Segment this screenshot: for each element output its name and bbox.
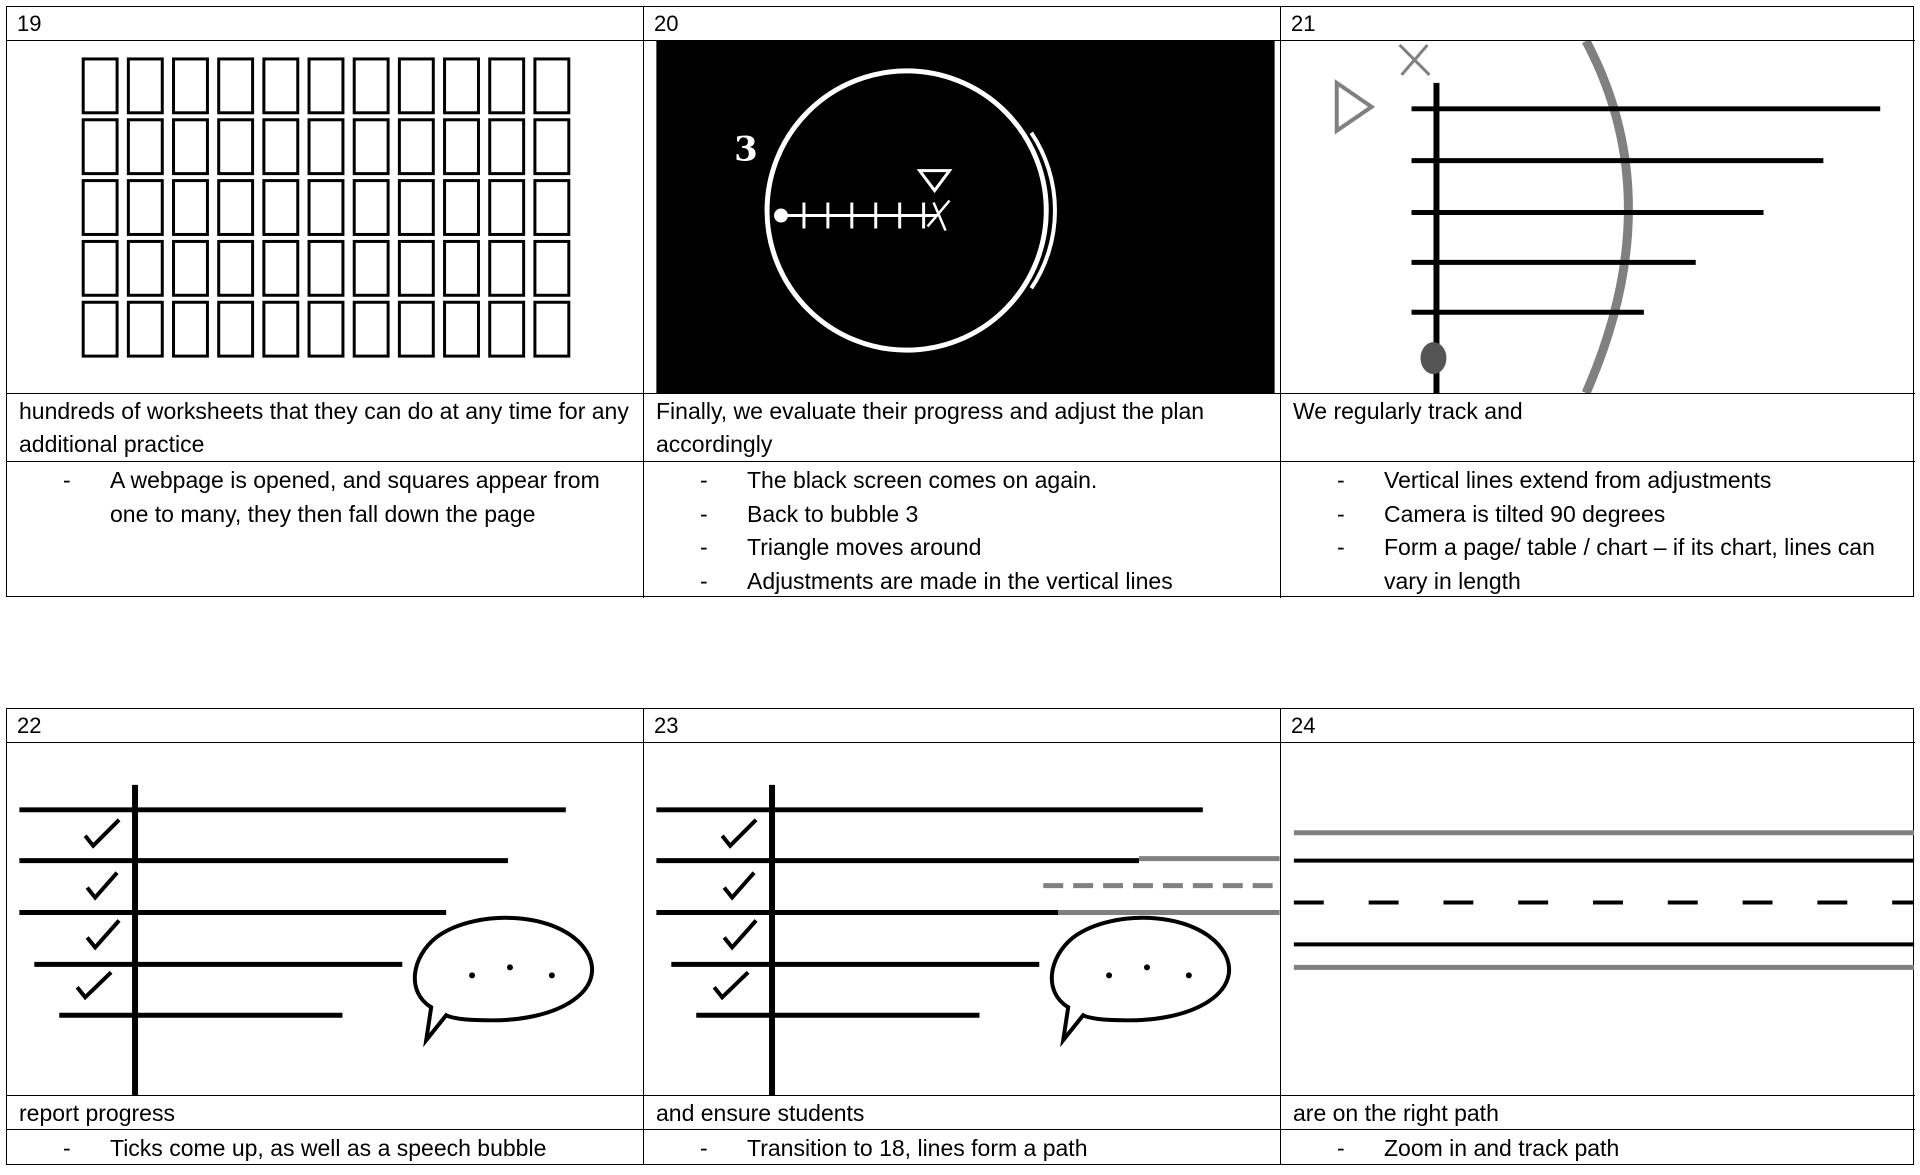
worksheet-square — [264, 302, 298, 356]
note-item: - A webpage is opened, and squares appear from one to many, they then fall down the page — [7, 464, 633, 531]
note-item: - Zoom in and track path — [1281, 1132, 1905, 1164]
panel-caption: report progress — [7, 1096, 644, 1130]
worksheet-square — [128, 120, 162, 174]
worksheet-square — [445, 302, 479, 356]
worksheet-square — [354, 241, 388, 295]
axis-dot — [1421, 342, 1447, 374]
panel-number: 23 — [644, 709, 1281, 743]
worksheet-square — [490, 120, 524, 174]
panel-number: 21 — [1281, 7, 1915, 41]
worksheet-square — [174, 241, 208, 295]
cross-icon — [1400, 45, 1430, 75]
worksheet-square — [83, 120, 117, 174]
worksheet-square — [128, 59, 162, 113]
note-item: - Triangle moves around — [644, 531, 1270, 565]
worksheet-square — [490, 302, 524, 356]
panel-caption: and ensure students — [644, 1096, 1281, 1130]
panel-number: 19 — [7, 7, 644, 41]
worksheet-square — [490, 241, 524, 295]
worksheet-square — [174, 181, 208, 235]
panel-caption: Finally, we evaluate their progress and adjust the plan accordingly — [644, 394, 1281, 462]
panel-notes — [1281, 462, 1915, 598]
panel-number: 22 — [7, 709, 644, 743]
note-item: - Vertical lines extend from adjustments — [1281, 464, 1905, 498]
storyboard-row-bottom — [6, 708, 1914, 1165]
note-item: - Back to bubble 3 — [644, 498, 1270, 532]
worksheet-square — [264, 59, 298, 113]
note-item: - Camera is tilted 90 degrees — [1281, 498, 1905, 532]
worksheet-square — [128, 241, 162, 295]
panel-frame-worksheets — [7, 41, 644, 394]
path-illustration — [1281, 743, 1915, 1095]
worksheet-square — [264, 241, 298, 295]
panel-frame-ticks — [7, 743, 644, 1096]
check-icon — [714, 820, 756, 997]
worksheet-square — [445, 59, 479, 113]
horizontal-lines — [1412, 109, 1881, 312]
worksheet-grid-illustration — [7, 41, 643, 393]
path-lines — [1043, 859, 1279, 913]
worksheet-square — [354, 181, 388, 235]
panel-notes — [644, 1130, 1281, 1164]
worksheet-square — [490, 181, 524, 235]
worksheet-square — [490, 59, 524, 113]
panel-frame-path-forming — [644, 743, 1281, 1096]
panel-caption: We regularly track and — [1281, 394, 1915, 462]
storyboard-row-top — [6, 6, 1914, 597]
speech-bubble-icon — [415, 918, 592, 1040]
path-forming-illustration — [644, 743, 1280, 1095]
speech-bubble-icon — [1052, 918, 1229, 1040]
worksheet-square — [128, 302, 162, 356]
black-screen — [656, 41, 1274, 393]
panel-notes — [644, 462, 1281, 598]
worksheet-square — [535, 241, 569, 295]
worksheet-square — [83, 241, 117, 295]
note-item: - Transition to 18, lines form a path — [644, 1132, 1270, 1164]
worksheet-square — [83, 59, 117, 113]
worksheet-square — [264, 120, 298, 174]
worksheet-square — [219, 181, 253, 235]
panel-frame-tracking — [1281, 41, 1915, 394]
worksheet-square — [399, 302, 433, 356]
note-item: - Form a page/ table / chart – if its chart, lines can vary in length — [1281, 531, 1905, 598]
worksheet-square — [219, 302, 253, 356]
bubble-number: 3 — [734, 128, 758, 169]
worksheet-square — [535, 302, 569, 356]
panel-caption: hundreds of worksheets that they can do at any time for any additional practice — [7, 394, 644, 462]
worksheet-square — [445, 181, 479, 235]
play-triangle-icon — [1337, 83, 1372, 131]
worksheet-square — [399, 59, 433, 113]
worksheet-square — [399, 120, 433, 174]
worksheet-square — [354, 120, 388, 174]
worksheet-square — [83, 181, 117, 235]
worksheet-square — [399, 181, 433, 235]
worksheet-square — [399, 241, 433, 295]
panel-number: 24 — [1281, 709, 1915, 743]
check-icon — [77, 820, 119, 997]
panel-frame-path — [1281, 743, 1915, 1096]
worksheet-square — [309, 241, 343, 295]
worksheet-square — [535, 181, 569, 235]
worksheet-square — [445, 120, 479, 174]
worksheet-square — [174, 302, 208, 356]
panel-caption: are on the right path — [1281, 1096, 1915, 1130]
note-item: - Adjustments are made in the vertical lines — [644, 565, 1270, 599]
ticks-illustration — [7, 743, 643, 1095]
worksheet-square — [309, 302, 343, 356]
worksheet-square — [535, 120, 569, 174]
worksheet-square — [354, 302, 388, 356]
note-item: - Ticks come up, as well as a speech bubble — [7, 1132, 633, 1164]
bubble-edge — [1586, 41, 1628, 393]
worksheet-square — [219, 59, 253, 113]
worksheet-square — [354, 59, 388, 113]
panel-frame-bubble — [644, 41, 1281, 394]
panel-notes — [1281, 1130, 1915, 1164]
worksheet-square — [128, 181, 162, 235]
bubble-illustration — [644, 41, 1280, 393]
worksheet-square — [264, 181, 298, 235]
worksheet-square — [219, 241, 253, 295]
worksheet-square — [309, 120, 343, 174]
worksheet-square — [219, 120, 253, 174]
worksheet-square — [535, 59, 569, 113]
worksheet-square — [174, 59, 208, 113]
worksheet-square — [174, 120, 208, 174]
worksheet-square — [309, 181, 343, 235]
panel-number: 20 — [644, 7, 1281, 41]
worksheet-square — [309, 59, 343, 113]
worksheet-square — [83, 302, 117, 356]
note-item: - The black screen comes on again. — [644, 464, 1270, 498]
worksheet-square — [445, 241, 479, 295]
panel-notes — [7, 462, 644, 598]
tracking-illustration — [1281, 41, 1915, 393]
panel-notes — [7, 1130, 644, 1164]
